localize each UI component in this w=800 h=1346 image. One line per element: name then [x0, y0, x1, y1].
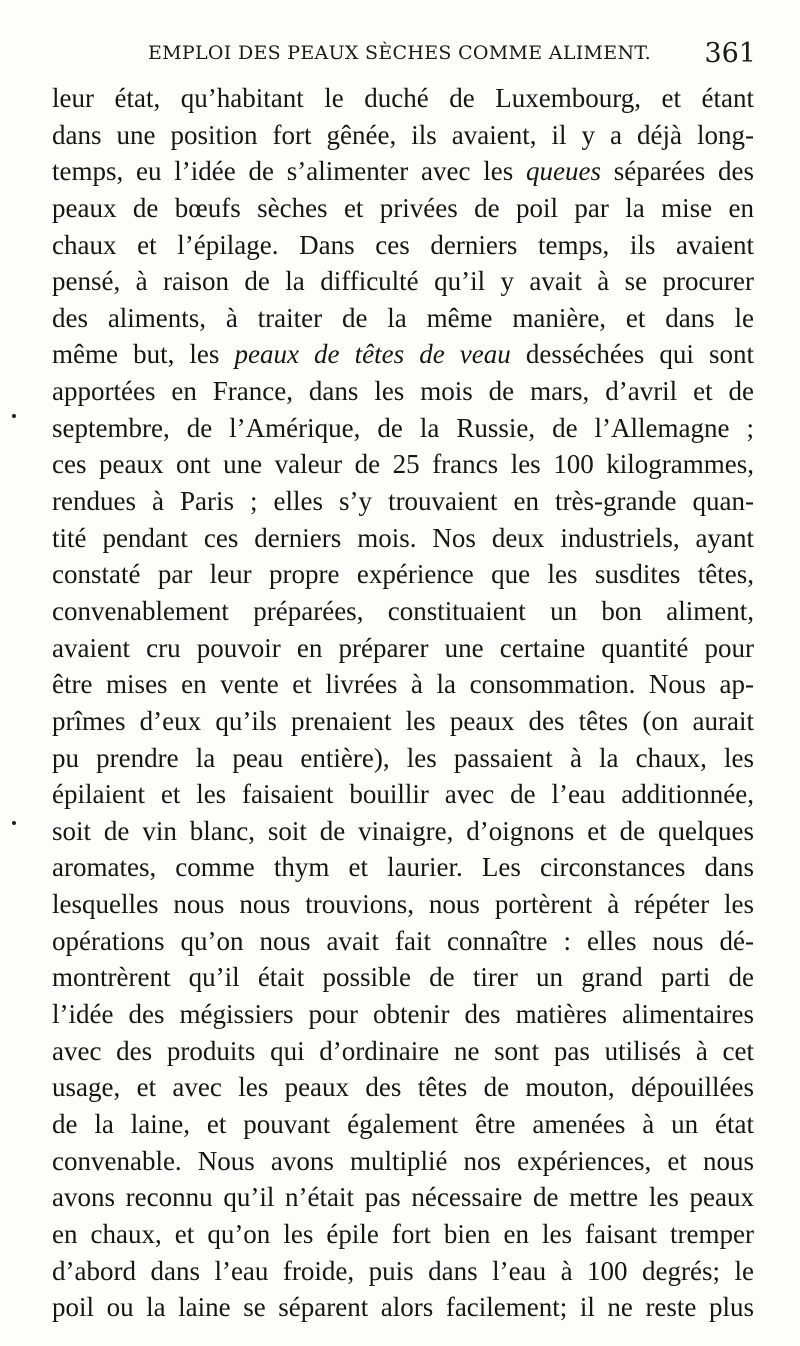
italic-phrase: queues — [526, 156, 601, 187]
margin-dot-mark — [12, 414, 16, 418]
text-line: même but, les peaux de têtes de veau desséchées qui sont — [52, 339, 754, 370]
text-line: opérations qu’on nous avait fait connaître : elles nous dé- — [52, 925, 754, 956]
text-line: épilaient et les faisaient bouillir avec de l’eau additionnée, — [52, 779, 754, 810]
text-line: dans une position fort gênée, ils avaient, il y a déjà long- — [52, 119, 754, 150]
text-line: être mises en vente et livrées à la consommation. Nous ap- — [52, 669, 754, 700]
text-line: soit de vin blanc, soit de vinaigre, d’oignons et de quelques — [52, 815, 754, 846]
text-line: avec des produits qui d’ordinaire ne sont pas utilisés à cet — [52, 1035, 754, 1066]
text-line: poil ou la laine se séparent alors facilement; il ne reste plus — [52, 1292, 754, 1323]
text-line: constaté par leur propre expérience que les susdites têtes, — [52, 559, 754, 590]
text-line: leur état, qu’habitant le duché de Luxembourg, et étant — [52, 83, 754, 113]
text-line: chaux et l’épilage. Dans ces derniers temps, ils avaient — [52, 229, 754, 260]
text-line: pensé, à raison de la difficulté qu’il y avait à se procurer — [52, 266, 754, 297]
text-line: peaux de bœufs sèches et privées de poil par la mise en — [52, 192, 754, 223]
text-line: apportées en France, dans les mois de mars, d’avril et de — [52, 376, 754, 407]
text-line: temps, eu l’idée de s’alimenter avec les queues séparées des — [52, 156, 754, 187]
text-line: rendues à Paris ; elles s’y trouvaient en très-grande quan- — [52, 486, 754, 517]
text-line: lesquelles nous nous trouvions, nous portèrent à répéter les — [52, 889, 754, 920]
text-line: avaient cru pouvoir en préparer une certaine quantité pour — [52, 632, 754, 663]
page-number: 361 — [704, 38, 756, 69]
text-line: ces peaux ont une valeur de 25 francs les 100 kilogrammes, — [52, 449, 754, 480]
text-line: d’abord dans l’eau froide, puis dans l’eau à 100 degrés; le — [52, 1255, 754, 1286]
text-line: usage, et avec les peaux des têtes de mouton, dépouillées — [52, 1072, 754, 1103]
italic-phrase: peaux de têtes de veau — [234, 339, 511, 370]
text-line: des aliments, à traiter de la même manière, et dans le — [52, 302, 754, 333]
body-text — [52, 80, 754, 1326]
text-line: de la laine, et pouvant également être amenées à un état — [52, 1108, 754, 1139]
text-line: pu prendre la peau entière), les passaient à la chaux, les — [52, 742, 754, 773]
text-line: septembre, de l’Amérique, de la Russie, de l’Allemagne ; — [52, 412, 754, 443]
text-line: convenable. Nous avons multiplié nos expériences, et nous — [52, 1145, 754, 1176]
text-line: convenablement préparées, constituaient un bon aliment, — [52, 595, 754, 626]
text-line: montrèrent qu’il était possible de tirer un grand parti de — [52, 962, 754, 993]
running-header — [52, 38, 760, 78]
text-line: l’idée des mégissiers pour obtenir des matières alimentaires — [52, 999, 754, 1030]
text-line: tité pendant ces derniers mois. Nos deux industriels, ayant — [52, 522, 754, 553]
text-line: prîmes d’eux qu’ils prenaient les peaux des têtes (on aurait — [52, 705, 754, 736]
text-line: avons reconnu qu’il n’était pas nécessaire de mettre les peaux — [52, 1182, 754, 1213]
running-title: EMPLOI DES PEAUX SÈCHES COMME ALIMENT. — [148, 42, 651, 64]
text-line: en chaux, et qu’on les épile fort bien en les faisant tremper — [52, 1218, 754, 1249]
margin-dot-mark — [12, 821, 16, 825]
text-line: aromates, comme thym et laurier. Les circonstances dans — [52, 852, 754, 883]
